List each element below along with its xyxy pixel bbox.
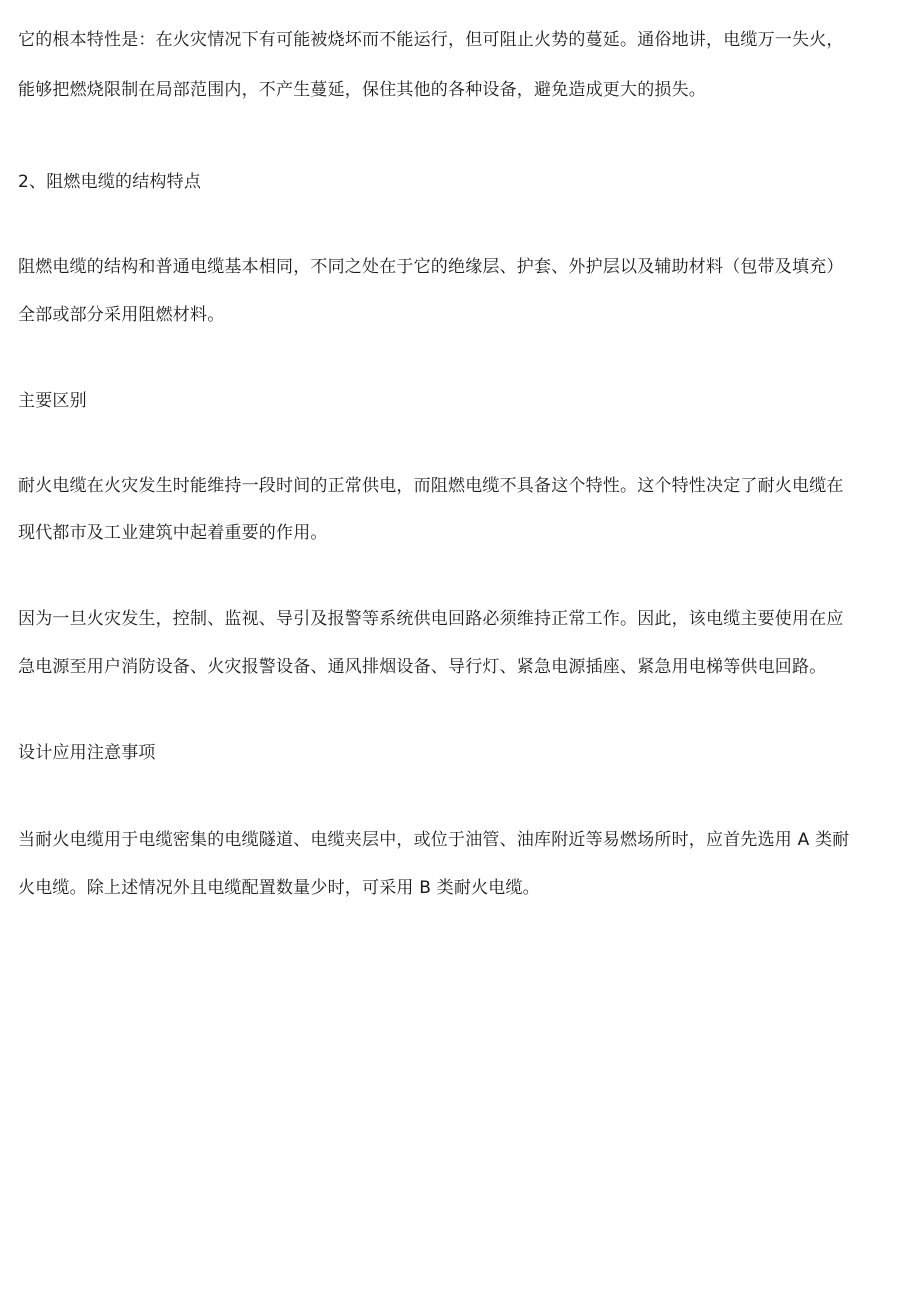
paragraph-4-line-2: 急电源至用户消防设备、火灾报警设备、通风排烟设备、导行灯、紧急电源插座、紧急用电梯等供电回路。 (18, 657, 827, 677)
paragraph-4-line-1: 因为一旦火灾发生，控制、监视、导引及报警等系统供电回路必须维持正常工作。因此，该电缆主要使用在应 (18, 609, 844, 629)
section-heading-design-notes: 设计应用注意事项 (18, 743, 156, 763)
paragraph-5-line-1: 当耐火电缆用于电缆密集的电缆隧道、电缆夹层中，或位于油管、油库附近等易燃场所时，应首先选用 A 类耐 (18, 830, 850, 850)
paragraph-1-line-2: 能够把燃烧限制在局部范围内，不产生蔓延，保住其他的各种设备，避免造成更大的损失。 (18, 80, 706, 100)
section-heading-structure: 2、阻燃电缆的结构特点 (18, 172, 202, 192)
paragraph-2-line-2: 全部或部分采用阻燃材料。 (18, 305, 225, 325)
paragraph-3-line-2: 现代都市及工业建筑中起着重要的作用。 (18, 523, 328, 543)
paragraph-5-line-2: 火电缆。除上述情况外且电缆配置数量少时，可采用 B 类耐火电缆。 (18, 878, 540, 898)
paragraph-1-line-1: 它的根本特性是：在火灾情况下有可能被烧坏而不能运行，但可阻止火势的蔓延。通俗地讲，电缆万一失火， (18, 30, 844, 50)
paragraph-2-line-1: 阻燃电缆的结构和普通电缆基本相同，不同之处在于它的绝缘层、护套、外护层以及辅助材料（包带及填充） (18, 257, 844, 277)
paragraph-3-line-1: 耐火电缆在火灾发生时能维持一段时间的正常供电，而阻燃电缆不具备这个特性。这个特性决定了耐火电缆在 (18, 476, 844, 496)
section-heading-main-difference: 主要区别 (18, 391, 87, 411)
